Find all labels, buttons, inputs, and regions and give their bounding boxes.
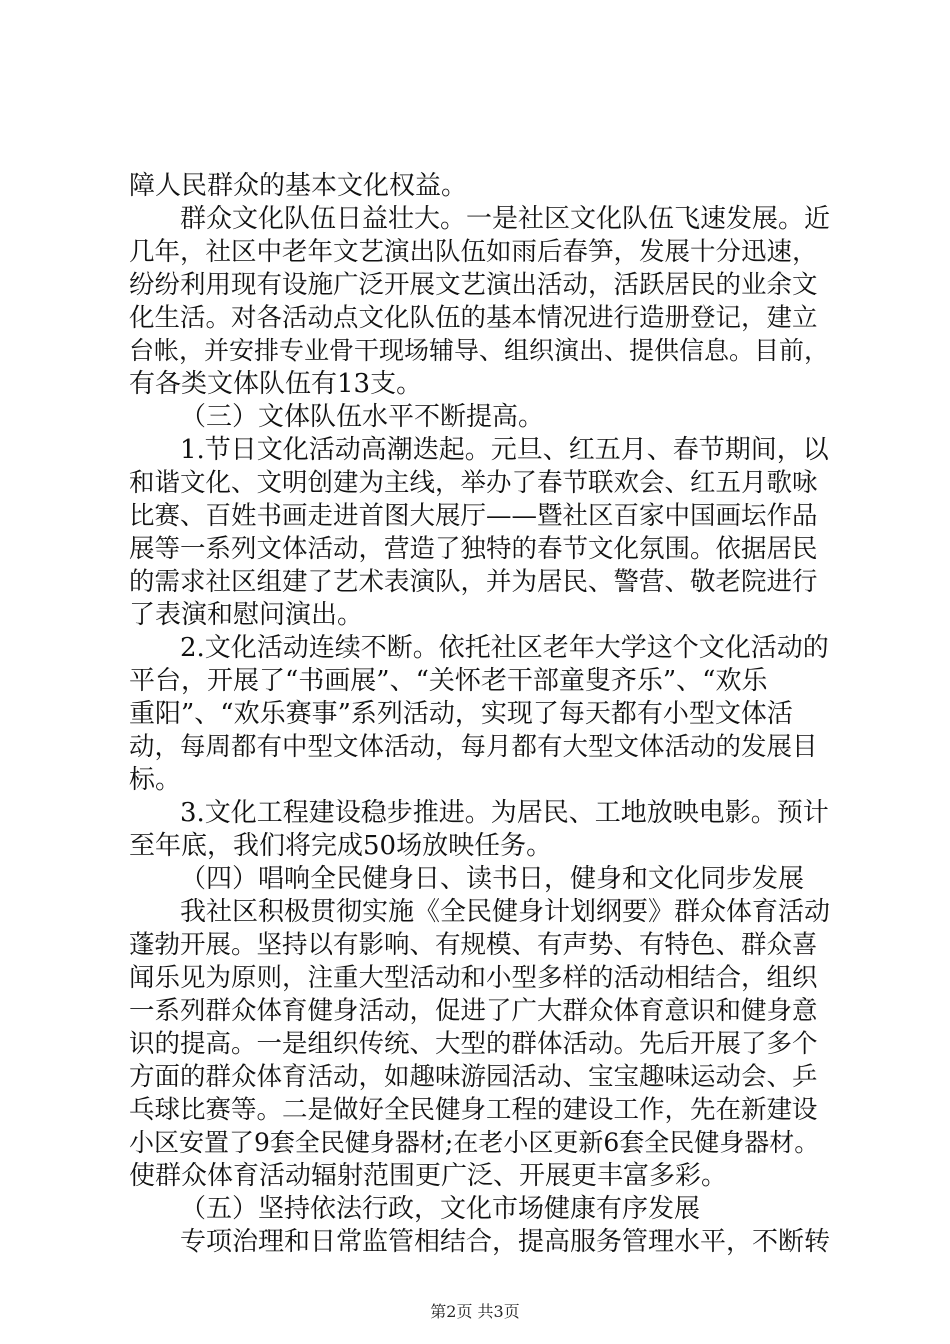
paragraph-line: 平台，开展了“书画展”、“关怀老干部童叟齐乐”、“欢乐 (129, 666, 768, 696)
paragraph-line: 一系列群众体育健身活动，促进了广大群众体育意识和健身意 (129, 996, 818, 1026)
paragraph-line: 识的提高。一是组织传统、大型的群体活动。先后开展了多个 (129, 1029, 818, 1059)
paragraph-line: 小区安置了9套全民健身器材;在老小区更新6套全民健身器材。 (129, 1128, 820, 1157)
paragraph-line: 群众文化队伍日益壮大。一是社区文化队伍飞速发展。近 (180, 204, 831, 234)
paragraph-line: 障人民群众的基本文化权益。 (129, 171, 468, 201)
paragraph-line: 使群众体育活动辐射范围更广泛、开展更丰富多彩。 (129, 1161, 728, 1191)
paragraph-line: 动，每周都有中型文体活动，每月都有大型文体活动的发展目 (129, 732, 818, 762)
paragraph-line: 和谐文化、文明创建为主线，举办了春节联欢会、红五月歌咏 (129, 468, 818, 498)
paragraph-line: 展等一系列文体活动，营造了独特的春节文化氛围。依据居民 (129, 534, 818, 564)
paragraph-line: 几年，社区中老年文艺演出队伍如雨后春笋，发展十分迅速， (129, 237, 818, 267)
paragraph-line: 乓球比赛等。二是做好全民健身工程的建设工作，先在新建设 (129, 1095, 818, 1125)
paragraph-line: 重阳”、“欢乐赛事”系列活动，实现了每天都有小型文体活 (129, 699, 793, 729)
paragraph-line: 蓬勃开展。坚持以有影响、有规模、有声势、有特色、群众喜 (129, 930, 818, 960)
paragraph-line: 的需求社区组建了艺术表演队，并为居民、警营、敬老院进行 (129, 567, 818, 597)
paragraph-line: 至年底，我们将完成50场放映任务。 (129, 831, 553, 861)
paragraph-line: 闻乐见为原则，注重大型活动和小型多样的活动相结合，组织 (129, 963, 818, 993)
page-footer: 第2页 共3页 (430, 1302, 520, 1321)
paragraph-line: 了表演和慰问演出。 (129, 600, 364, 630)
paragraph-line: 方面的群众体育活动，如趣味游园活动、宝宝趣味运动会、乒 (129, 1062, 818, 1092)
section-heading: （四）唱响全民健身日、读书日，健身和文化同步发展 (180, 864, 805, 894)
paragraph-line: 化生活。对各活动点文化队伍的基本情况进行造册登记，建立 (129, 303, 818, 333)
section-heading: （五）坚持依法行政，文化市场健康有序发展 (180, 1194, 701, 1224)
section-heading: （三）文体队伍水平不断提高。 (180, 402, 545, 432)
paragraph-line: 台帐，并安排专业骨干现场辅导、组织演出、提供信息。目前， (129, 336, 830, 365)
paragraph-line: 有各类文体队伍有13支。 (129, 369, 423, 399)
paragraph-line: 2.文化活动连续不断。依托社区老年大学这个文化活动的 (180, 633, 829, 663)
paragraph-line: 我社区积极贯彻实施《全民健身计划纲要》群众体育活动 (180, 897, 831, 927)
paragraph-line: 专项治理和日常监管相结合，提高服务管理水平，不断转 (180, 1227, 831, 1257)
paragraph-line: 标。 (129, 765, 182, 795)
paragraph-line: 1.节日文化活动高潮迭起。元旦、红五月、春节期间，以 (180, 435, 829, 465)
paragraph-line: 比赛、百姓书画走进首图大展厅——暨社区百家中国画坛作品 (129, 501, 818, 531)
paragraph-line: 3.文化工程建设稳步推进。为居民、工地放映电影。预计 (180, 798, 829, 828)
paragraph-line: 纷纷利用现有设施广泛开展文艺演出活动，活跃居民的业余文 (129, 270, 818, 300)
